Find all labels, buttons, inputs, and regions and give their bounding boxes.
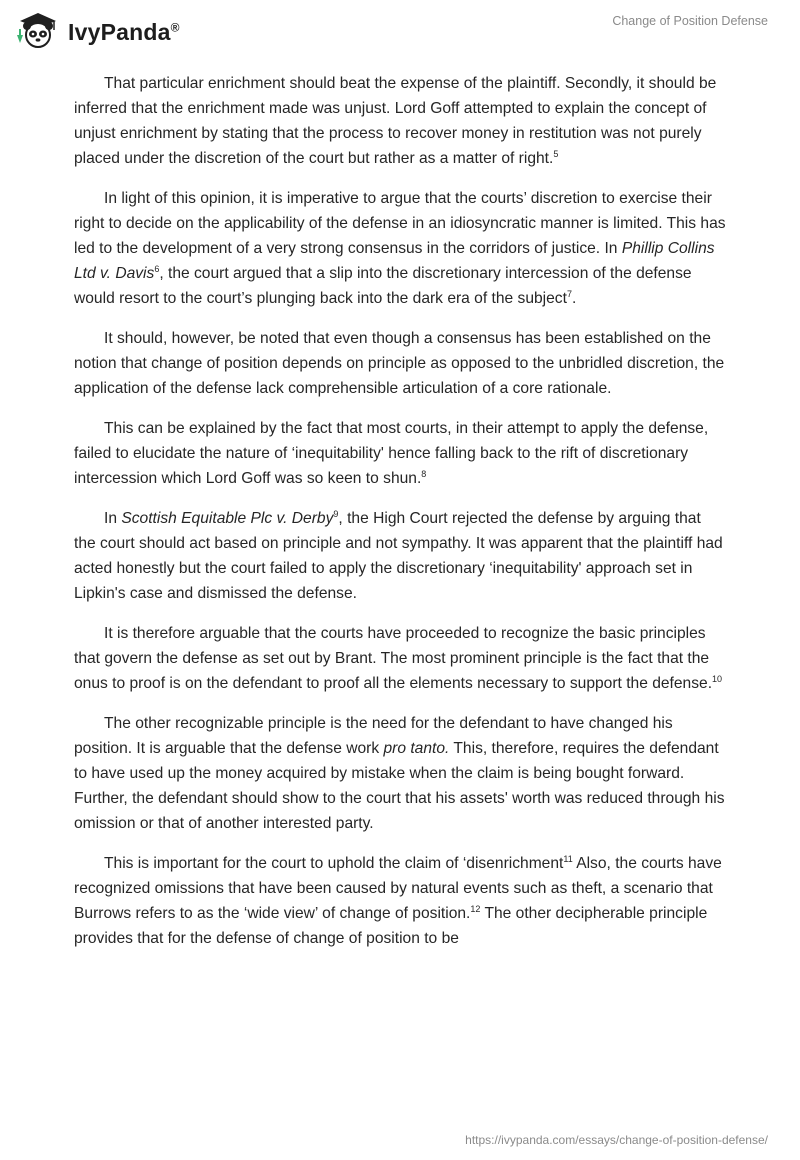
footnote-ref[interactable]: 6 — [154, 263, 160, 274]
essay-body — [74, 71, 726, 966]
case-citation: pro tanto. — [383, 740, 450, 757]
registered-mark: ® — [170, 20, 180, 35]
paragraph-text: That particular enrichment should beat the expense of the plaintiff. Secondly, it should be inferred that the enrichment made was unjust. Lord Goff attempted to explain the concept of unjust enrichment by stating that the process to recover money in restitution was not purely placed under the discretion of the court but rather as a matter of right. — [74, 75, 717, 167]
footer-url[interactable]: https://ivypanda.com/essays/change-of-position-defense/ — [465, 1133, 768, 1147]
logo-text: IvyPanda — [68, 19, 171, 45]
footnote-ref[interactable]: 7 — [566, 288, 572, 299]
paragraph-text: It should, however, be noted that even though a consensus has been established on the notion that change of position depends on principle as opposed to the unbridled discretion, the application of the defense lack comprehensible articulation of a core rationale. — [74, 330, 725, 397]
paragraph-text: . — [571, 290, 577, 307]
page-header — [0, 0, 800, 60]
paragraph-text: , the court argued that a slip into the discretionary intercession of the defense would resort to the court’s plunging back into the dark era of the subject — [74, 265, 692, 307]
footnote-ref[interactable]: 5 — [553, 148, 559, 159]
footnote-ref[interactable]: 12 — [470, 903, 481, 914]
paragraph-text: In light of this opinion, it is imperative to argue that the courts’ discretion to exercise their right to decide on the applicability of the defense in an idiosyncratic manner is limited. This has led to the development of a very strong consensus in the corridors of justice. In — [74, 190, 726, 257]
paragraph-text: The other recognizable principle is the need for the defendant to have changed his position. It is arguable that the defense work — [74, 715, 673, 757]
paragraph-text: It is therefore arguable that the courts have proceeded to recognize the basic principles that govern the defense as set out by Brant. The most prominent principle is the fact that the onus to proof is on the defendant to proof all the elements necessary to support the defense. — [74, 625, 713, 692]
body-paragraph — [74, 506, 726, 606]
paragraph-text: In — [104, 510, 122, 527]
paragraph-text: This is important for the court to uphold the claim of ‘disenrichment — [104, 855, 564, 872]
footnote-ref[interactable]: 11 — [563, 853, 573, 864]
body-paragraph — [74, 71, 726, 171]
ivypanda-logo[interactable] — [14, 10, 180, 55]
footnote-ref[interactable]: 8 — [421, 468, 427, 479]
body-paragraph — [74, 186, 726, 311]
panda-logo-icon — [14, 10, 62, 55]
logo-wordmark — [68, 19, 180, 46]
footnote-ref[interactable]: 9 — [333, 508, 339, 519]
paragraph-text: This can be explained by the fact that most courts, in their attempt to apply the defense, failed to elucidate the nature of ‘inequitability' hence falling back to the rift of discretionary intercession which Lord Goff was so keen to shun. — [74, 420, 709, 487]
footnote-ref[interactable]: 10 — [712, 673, 723, 684]
paragraph-text: , the High Court rejected the defense by arguing that the court should act based on principle and not sympathy. It was apparent that the plaintiff had acted honestly but the court failed to apply the discretionary ‘inequitability' approach set in Lipkin's case and dismissed the defense. — [74, 510, 723, 602]
paragraph-text: The other decipherable principle provides that for the defense of change of position to be — [74, 905, 708, 947]
body-paragraph — [74, 326, 726, 401]
body-paragraph — [74, 416, 726, 491]
body-paragraph — [74, 851, 726, 951]
paragraph-text: This, therefore, requires the defendant to have used up the money acquired by mistake when the claim is being bought forward. Further, the defendant should show to the court that his assets' worth was reduced through his omission or that of another interested party. — [74, 740, 725, 832]
document-title: Change of Position Defense — [612, 14, 768, 28]
case-citation: Scottish Equitable Plc v. Derby — [121, 510, 334, 527]
body-paragraph — [74, 621, 726, 696]
paragraph-text: Also, the courts have recognized omissions that have been caused by natural events such as theft, a scenario that Burrows refers to as the ‘wide view’ of change of position. — [74, 855, 722, 922]
body-paragraph — [74, 711, 726, 836]
case-citation: Phillip Collins Ltd v. Davis — [74, 240, 715, 282]
